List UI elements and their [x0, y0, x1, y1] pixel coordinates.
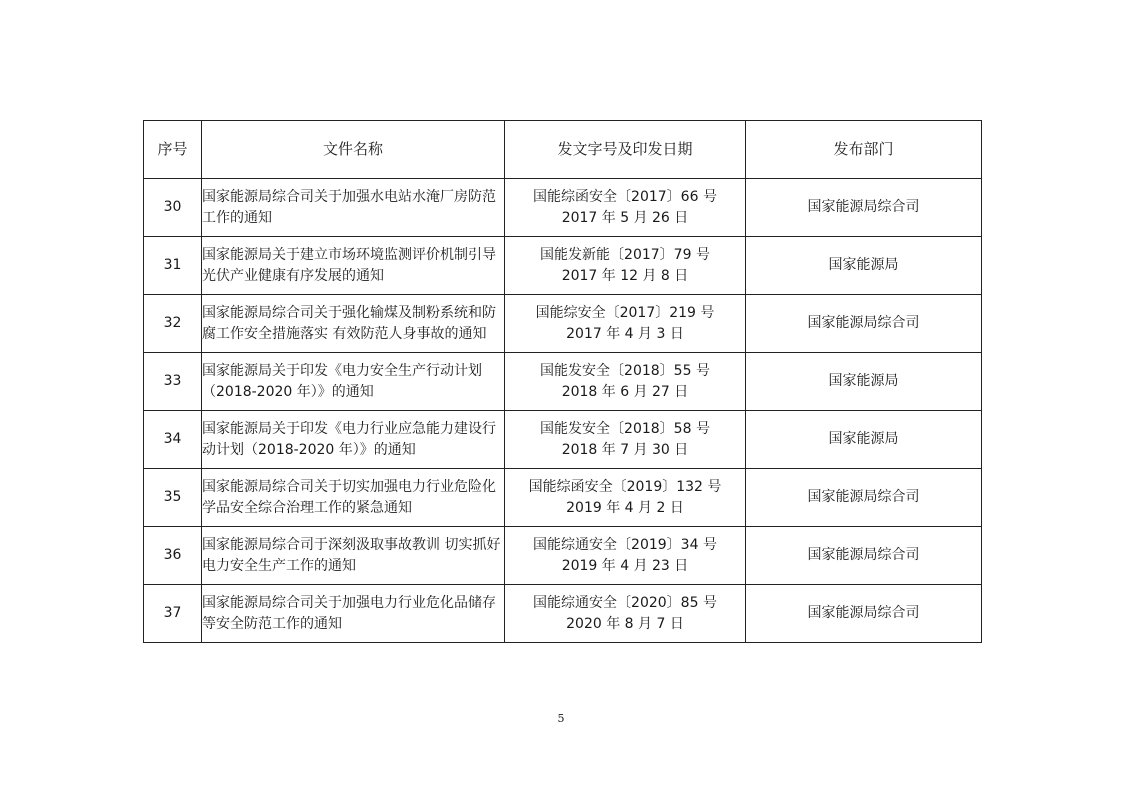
cell-name-text: 国家能源局综合司于深刻汲取事故教训 切实抓好电力安全生产工作的通知	[202, 536, 501, 574]
cell-name-text: 国家能源局综合司关于强化输煤及制粉系统和防腐工作安全措施落实 有效防范人身事故的通知	[202, 304, 496, 342]
cell-seq: 30	[144, 179, 202, 237]
cell-name	[202, 295, 505, 353]
cell-name	[202, 179, 505, 237]
cell-name-text: 国家能源局关于印发《电力行业应急能力建设行动计划（2018-2020 年）》的通知	[202, 420, 496, 458]
cell-doc-number-date	[505, 585, 746, 643]
cell-doc-number-date	[505, 295, 746, 353]
cell-date: 2017 年 4 月 3 日	[566, 325, 684, 342]
cell-seq: 31	[144, 237, 202, 295]
page-number: 5	[557, 712, 565, 725]
cell-seq: 33	[144, 353, 202, 411]
cell-seq: 34	[144, 411, 202, 469]
cell-doc-number-date	[505, 411, 746, 469]
cell-seq: 36	[144, 527, 202, 585]
cell-doc-number: 国能综函安全〔2019〕132 号	[528, 478, 722, 495]
header-doc-number-date: 发文字号及印发日期	[505, 121, 746, 179]
cell-doc-number-date	[505, 237, 746, 295]
cell-date: 2020 年 8 月 7 日	[566, 615, 684, 632]
regulation-table	[143, 120, 982, 643]
cell-name	[202, 585, 505, 643]
table-row	[144, 469, 982, 527]
cell-department: 国家能源局综合司	[746, 585, 982, 643]
cell-date: 2018 年 6 月 27 日	[561, 383, 689, 400]
table-row	[144, 237, 982, 295]
cell-doc-number-date	[505, 527, 746, 585]
cell-doc-number: 国能综通安全〔2020〕85 号	[533, 594, 717, 611]
cell-seq: 35	[144, 469, 202, 527]
header-name: 文件名称	[202, 121, 505, 179]
header-seq: 序号	[144, 121, 202, 179]
cell-date: 2018 年 7 月 30 日	[561, 441, 689, 458]
table-header	[144, 121, 982, 179]
cell-name	[202, 353, 505, 411]
cell-date: 2019 年 4 月 23 日	[561, 557, 689, 574]
cell-doc-number: 国能发安全〔2018〕55 号	[540, 362, 710, 379]
header-department: 发布部门	[746, 121, 982, 179]
cell-name	[202, 527, 505, 585]
cell-department: 国家能源局	[746, 411, 982, 469]
cell-department: 国家能源局	[746, 353, 982, 411]
table-body	[144, 179, 982, 643]
cell-doc-number: 国能发新能〔2017〕79 号	[540, 246, 710, 263]
table-row	[144, 411, 982, 469]
cell-doc-number-date	[505, 469, 746, 527]
cell-department: 国家能源局综合司	[746, 179, 982, 237]
table-row	[144, 585, 982, 643]
cell-department: 国家能源局综合司	[746, 527, 982, 585]
cell-name	[202, 237, 505, 295]
cell-name-text: 国家能源局综合司关于切实加强电力行业危险化学品安全综合治理工作的紧急通知	[202, 478, 496, 516]
table-row	[144, 295, 982, 353]
cell-doc-number-date	[505, 353, 746, 411]
cell-doc-number: 国能发安全〔2018〕58 号	[540, 420, 710, 437]
cell-name-text: 国家能源局关于建立市场环境监测评价机制引导光伏产业健康有序发展的通知	[202, 246, 496, 284]
cell-date: 2019 年 4 月 2 日	[566, 499, 684, 516]
cell-doc-number: 国能综安全〔2017〕219 号	[535, 304, 715, 321]
cell-department: 国家能源局综合司	[746, 469, 982, 527]
header-row	[144, 121, 982, 179]
cell-doc-number: 国能综函安全〔2017〕66 号	[533, 188, 717, 205]
cell-name-text: 国家能源局综合司关于加强电力行业危化品储存等安全防范工作的通知	[202, 594, 496, 632]
cell-department: 国家能源局综合司	[746, 295, 982, 353]
cell-seq: 37	[144, 585, 202, 643]
table-row	[144, 527, 982, 585]
cell-name	[202, 469, 505, 527]
cell-name	[202, 411, 505, 469]
cell-doc-number: 国能综通安全〔2019〕34 号	[533, 536, 717, 553]
table-row	[144, 179, 982, 237]
cell-name-text: 国家能源局综合司关于加强水电站水淹厂房防范工作的通知	[202, 188, 496, 226]
cell-name-text: 国家能源局关于印发《电力安全生产行动计划（2018-2020 年）》的通知	[202, 362, 482, 400]
cell-department: 国家能源局	[746, 237, 982, 295]
cell-seq: 32	[144, 295, 202, 353]
cell-date: 2017 年 5 月 26 日	[561, 209, 689, 226]
cell-doc-number-date	[505, 179, 746, 237]
table-row	[144, 353, 982, 411]
cell-date: 2017 年 12 月 8 日	[561, 267, 689, 284]
